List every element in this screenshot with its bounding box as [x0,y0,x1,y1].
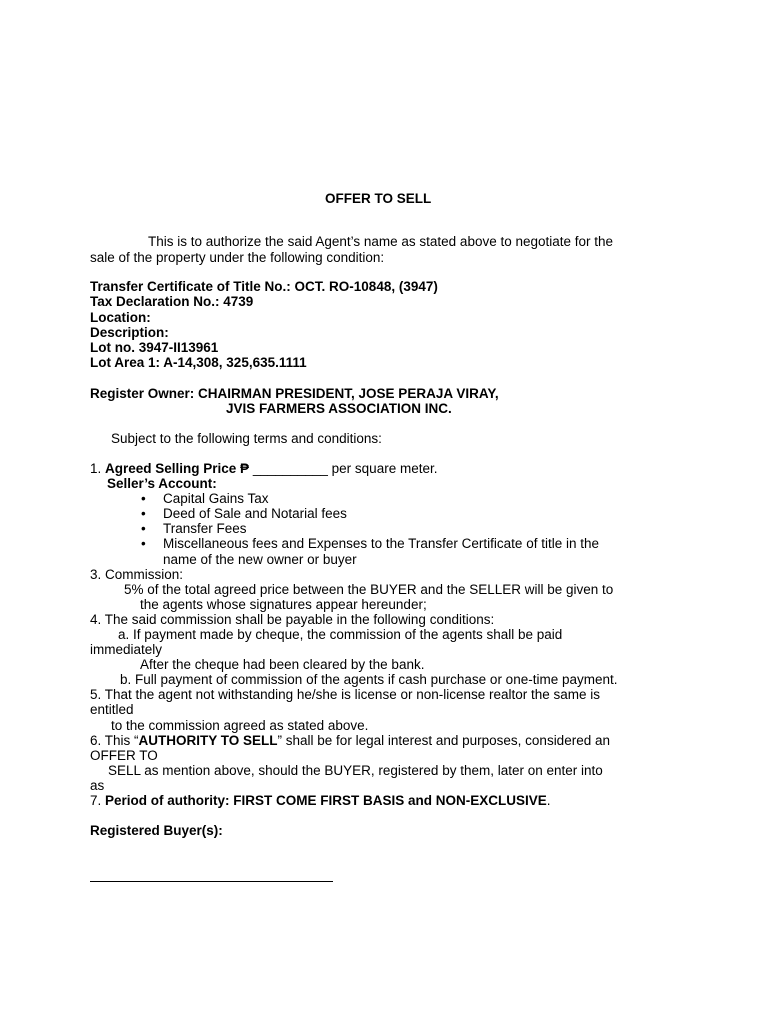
bullet-icon: • [141,506,146,521]
item-3-line-1: 5% of the total agreed price between the BUYER and the SELLER will be given to [124,582,614,597]
register-owner-label: Register Owner: [90,386,199,401]
bullet-item: Deed of Sale and Notarial fees [163,506,347,521]
bullet-item: Transfer Fees [163,521,247,536]
sellers-account-label: Seller’s Account: [107,476,217,491]
lot-area-line: Lot Area 1: A-14,308, 325,635.1111 [90,355,307,370]
item-6-line-1 [90,733,610,748]
item-6-line-3: SELL as mention above, should the BUYER, registered by them, later on enter into [108,763,603,778]
item-6-post: ” shall be for legal interest and purposes, considered an [277,733,610,748]
association-name: JVIS FARMERS ASSOCIATION INC. [226,401,452,416]
tax-declaration-line: Tax Declaration No.: 4739 [90,294,254,309]
item-7-bold: Period of authority: FIRST COME FIRST BASIS and NON-EXCLUSIVE [105,793,547,808]
registered-buyers-label: Registered Buyer(s): [90,823,223,838]
item-1-number: 1. [90,461,106,476]
item-1-bold-label: Agreed Selling Price ₱ [105,461,250,476]
intro-line-2: sale of the property under the following condition: [90,250,385,265]
tct-line: Transfer Certificate of Title No.: OCT. RO-10848, (3947) [90,279,438,294]
item-5-line-2: entitled [90,702,134,717]
signature-line [90,881,333,882]
bullet-icon: • [141,521,146,536]
sellers-account-bullet-list [0,491,768,571]
item-1-rest: __________ per square meter. [249,461,438,476]
item-4-line-1: 4. The said commission shall be payable in the following conditions: [90,612,495,627]
item-4-a-line-1: a. If payment made by cheque, the commission of the agents shall be paid [118,627,563,642]
register-owner-name: CHAIRMAN PRESIDENT, JOSE PERAJA VIRAY, [198,386,499,401]
item-3-commission-label: 3. Commission: [90,567,184,582]
item-4-a-line-2: immediately [90,642,163,657]
item-1-selling-price [90,461,437,476]
item-4-a-line-3: After the cheque had been cleared by the bank. [140,657,425,672]
location-line: Location: [90,310,151,325]
document-title: OFFER TO SELL [325,191,432,206]
item-7-period-of-authority [90,793,551,808]
item-6-pre: 6. This “ [90,733,139,748]
bullet-item: Miscellaneous fees and Expenses to the Transfer Certificate of title in the [163,536,599,551]
item-6-line-2: OFFER TO [90,748,158,763]
lot-no-line: Lot no. 3947-II13961 [90,340,219,355]
item-4-b-line: b. Full payment of commission of the agents if cash purchase or one-time payment. [120,672,618,687]
item-3-line-2: the agents whose signatures appear hereunder; [140,597,427,612]
item-5-line-3: to the commission agreed as stated above. [111,718,369,733]
bullet-item: Capital Gains Tax [163,491,269,506]
item-6-line-4: as [90,778,105,793]
item-5-line-1: 5. That the agent not withstanding he/she is license or non-license realtor the same is [90,687,601,702]
terms-intro: Subject to the following terms and conditions: [111,431,382,446]
item-6-bold: AUTHORITY TO SELL [138,733,278,748]
bullet-icon: • [141,536,146,551]
intro-line-1: This is to authorize the said Agent’s name as stated above to negotiate for the [148,234,614,249]
item-7-end: . [546,793,551,808]
register-owner-line [90,386,499,401]
item-7-number: 7. [90,793,106,808]
description-line: Description: [90,325,169,340]
bullet-item-continuation: name of the new owner or buyer [163,552,357,567]
bullet-icon: • [141,491,146,506]
